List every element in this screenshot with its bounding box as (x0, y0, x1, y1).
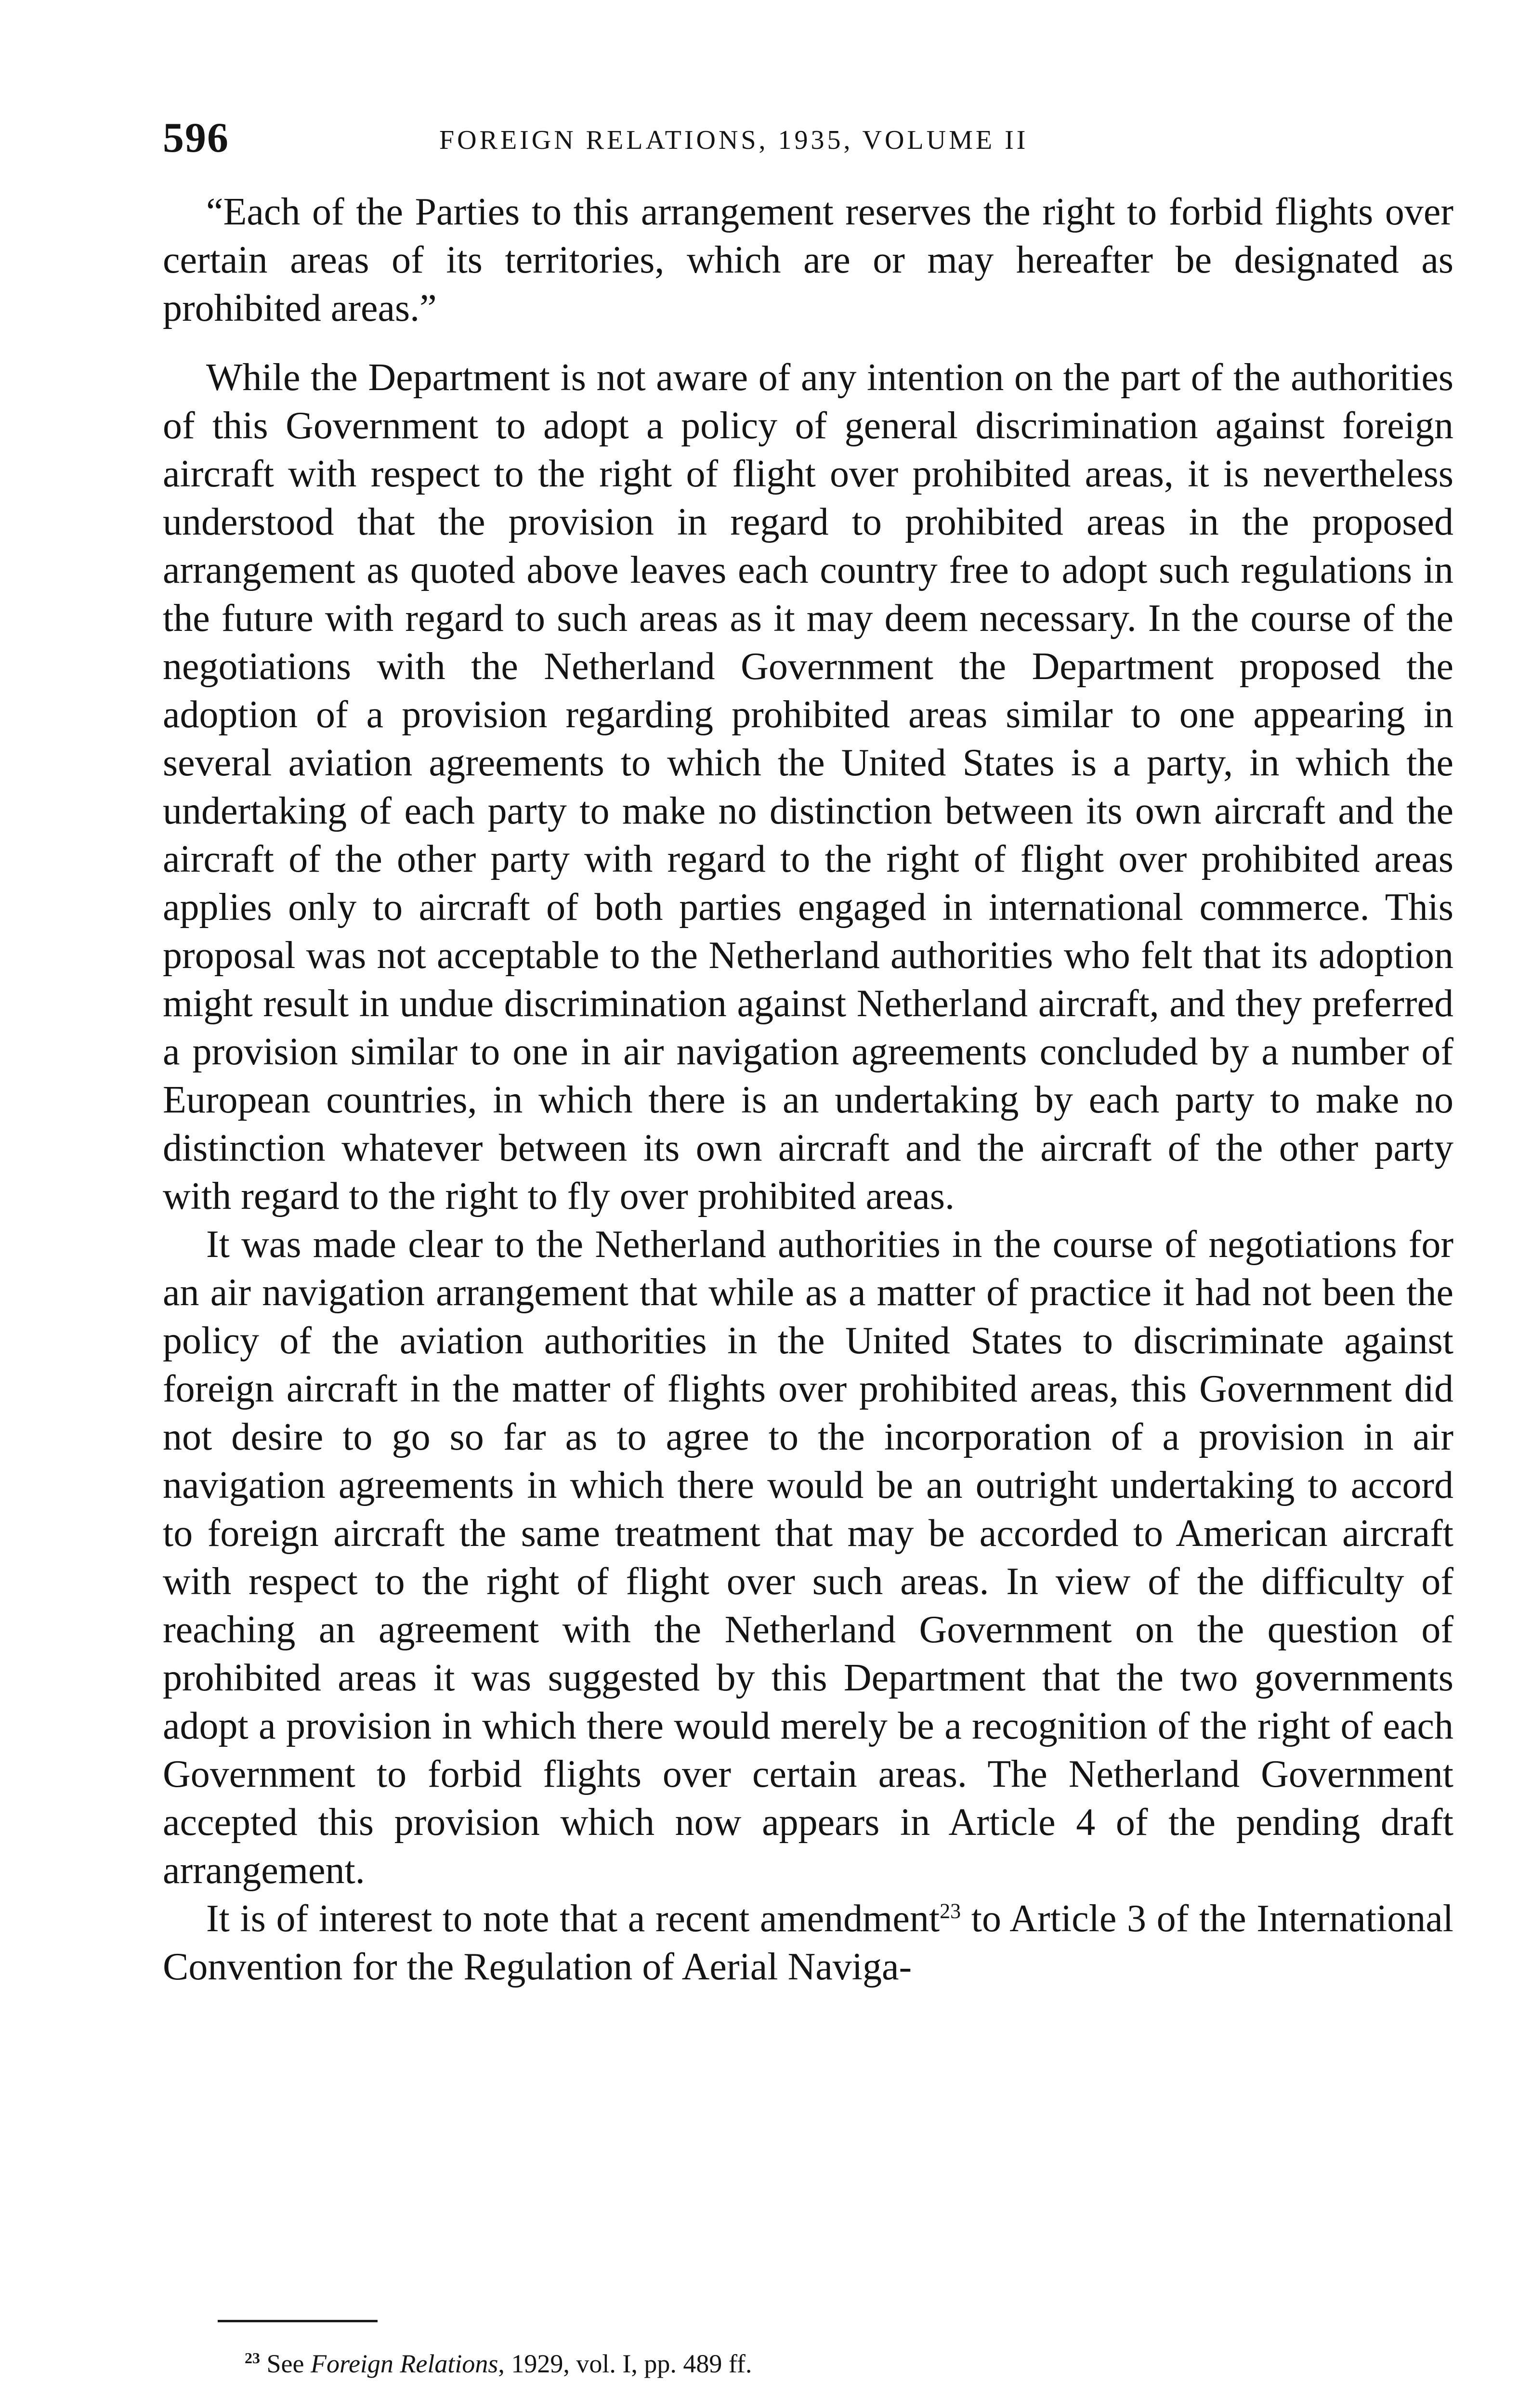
quoted-provision: “Each of the Parties to this arrangement reserves the right to forbid flights over certain areas of its territories, which are or may hereafter be designated as prohibited areas.” (163, 191, 1453, 329)
paragraph-3-text-end: to Article 3 of the International Convention for the Regulation of Aerial Naviga- (163, 1898, 1453, 1988)
paragraph-2: It was made clear to the Netherland authorities in the course of negotiations for an air navigation arrangement that while as a matter of practice it had not been the policy of the aviation authorities in the United States to discriminate against foreign aircraft in the matter of flights over prohibited areas, this Government did not desire to go so far as to agree to the incorporation of a provision in air navigation agreements in which there would be an outright undertaking to accord to foreign aircraft the same treatment that may be accorded to American aircraft with respect to the right of flight over such areas. In view of the difficulty of reaching an agreement with the Netherland Government on the question of prohibited areas it was suggested by this Department that the two governments adopt a provision in which there would merely be a recognition of the right of each Government to forbid flights over certain areas. The Netherland Government accepted this provision which now appears in Article 4 of the pending draft arrangement. (163, 1223, 1453, 1892)
footnote-title: Foreign Relations (310, 2349, 498, 2378)
footnote-mark: 23 (245, 2349, 260, 2367)
paragraph-3-text-start: It is of interest to note that a recent amendment (206, 1898, 940, 1940)
footnote-prefix: See (260, 2349, 311, 2378)
footnote (245, 2344, 752, 2383)
footnote-reference: 23 (940, 1899, 961, 1923)
paragraph-3 (163, 1895, 1453, 1991)
page-number: 596 (163, 115, 229, 161)
body-text (163, 188, 1453, 1991)
running-head: FOREIGN RELATIONS, 1935, VOLUME II (439, 125, 1029, 155)
footnote-citation: , 1929, vol. I, pp. 489 ff. (498, 2349, 752, 2378)
footnote-divider (218, 2320, 378, 2322)
page-header (163, 112, 1453, 165)
paragraph-1: While the Department is not aware of any intention on the part of the authorities of this Government to adopt a policy of general discrimination against foreign aircraft with respect to the right of flight over prohibited areas, it is nevertheless understood that the provision in regard to prohibited areas in the proposed arrangement as quoted above leaves each country free to adopt such regulations in the future with regard to such areas as it may deem necessary. In the course of the negotiations with the Netherland Government the Department proposed the adoption of a provision regarding prohibited areas similar to one appearing in several aviation agreements to which the United States is a party, in which the undertaking of each party to make no distinction between its own aircraft and the aircraft of the other party with regard to the right of flight over prohibited areas applies only to aircraft of both parties engaged in international commerce. This proposal was not acceptable to the Netherland authorities who felt that its adoption might result in undue discrimination against Netherland aircraft, and they preferred a provision similar to one in air navigation agreements concluded by a number of European countries, in which there is an undertaking by each party to make no distinction whatever between its own aircraft and the aircraft of the other party with regard to the right to fly over prohibited areas. (163, 356, 1453, 1217)
